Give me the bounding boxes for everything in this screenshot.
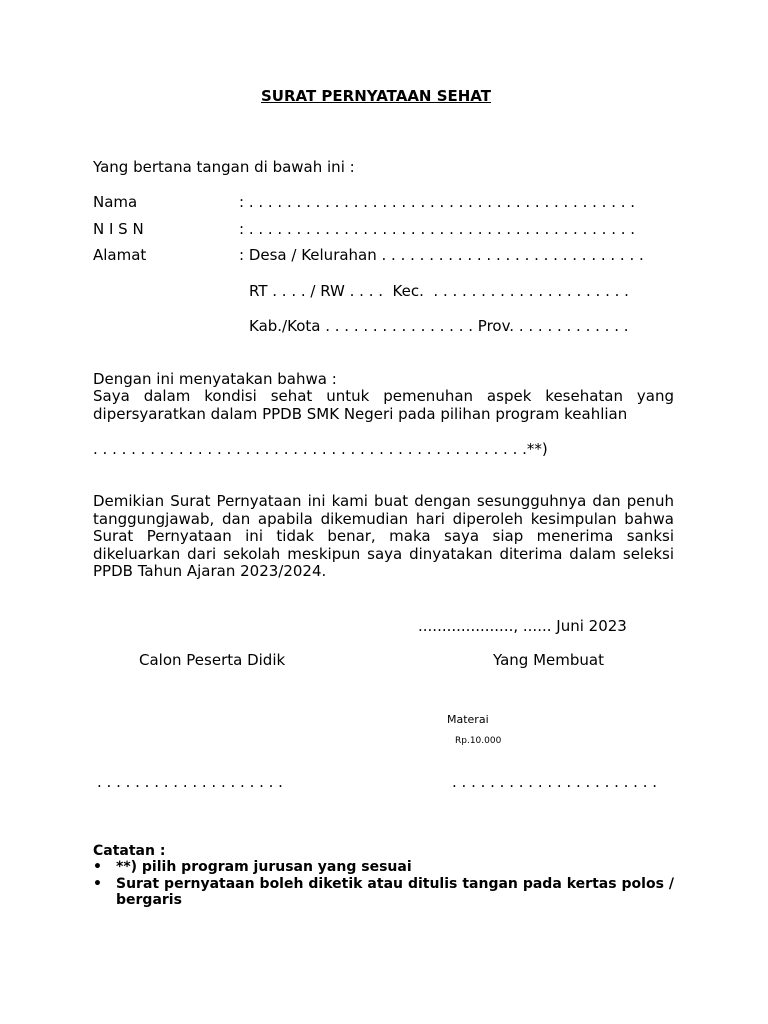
- closing-paragraph: [93, 493, 674, 581]
- note-text: **) pilih program jurusan yang sesuai: [116, 859, 412, 875]
- notes-list: [93, 859, 674, 909]
- intro-text: Yang bertana tangan di bawah ini :: [93, 158, 355, 176]
- closing-text: Demikian Surat Pernyataan ini kami buat dengan sesungguhnya dan penuh tanggungjawab, dan apabila dikemudian hari diperoleh kesimpulan bahwa Surat Pernyataan ini tidak benar, maka saya siap menerima sanksi dikeluarkan dari sekolah meskipun saya dinyatakan diterima dalam seleksi PPDB Tahun Ajaran 2023/2024.: [93, 492, 674, 581]
- statement-text: Saya dalam kondisi sehat untuk pemenuhan aspek kesehatan yang dipersyaratkan dalam PPDB SMK Negeri pada pilihan program keahlian: [93, 387, 674, 423]
- statement-heading: Dengan ini menyatakan bahwa :: [93, 370, 337, 388]
- notes-heading: Catatan :: [93, 843, 166, 859]
- program-field: . . . . . . . . . . . . . . . . . . . . . . . . . . . . . . . . . . . . . . . . . . . . . .**): [93, 440, 548, 458]
- list-item: [93, 876, 674, 909]
- stamp-label: Materai: [447, 713, 489, 726]
- note-text: Surat pernyataan boleh diketik atau ditulis tangan pada kertas polos / bergaris: [116, 875, 674, 908]
- left-signature-label: Calon Peserta Didik: [139, 651, 286, 669]
- statement-body: [93, 388, 674, 423]
- list-item: [93, 859, 674, 876]
- bullet-icon: •: [93, 859, 102, 875]
- alamat-label: Alamat: [93, 246, 147, 264]
- bullet-icon: •: [93, 875, 102, 892]
- alamat-field: : Desa / Kelurahan . . . . . . . . . . . . . . . . . . . . . . . . . . . .: [239, 246, 644, 264]
- nama-field: : . . . . . . . . . . . . . . . . . . . . . . . . . . . . . . . . . . . . . . . . .: [239, 193, 636, 211]
- left-signature-line: . . . . . . . . . . . . . . . . . . . .: [97, 773, 283, 791]
- right-signature-line: . . . . . . . . . . . . . . . . . . . . . .: [452, 773, 658, 791]
- date-line: ...................., ...... Juni 2023: [418, 617, 627, 635]
- nisn-label: N I S N: [93, 220, 144, 238]
- stamp-value: Rp.10.000: [455, 736, 502, 746]
- rt-rw-field: RT . . . . / RW . . . . Kec. . . . . . . . . . . . . . . . . . . . . .: [249, 282, 629, 300]
- nama-label: Nama: [93, 193, 138, 211]
- right-signature-label: Yang Membuat: [493, 651, 604, 669]
- nisn-field: : . . . . . . . . . . . . . . . . . . . . . . . . . . . . . . . . . . . . . . . . .: [239, 220, 636, 238]
- document-title: SURAT PERNYATAAN SEHAT: [261, 87, 491, 105]
- kab-kota-field: Kab./Kota . . . . . . . . . . . . . . . . Prov. . . . . . . . . . . . .: [249, 317, 629, 335]
